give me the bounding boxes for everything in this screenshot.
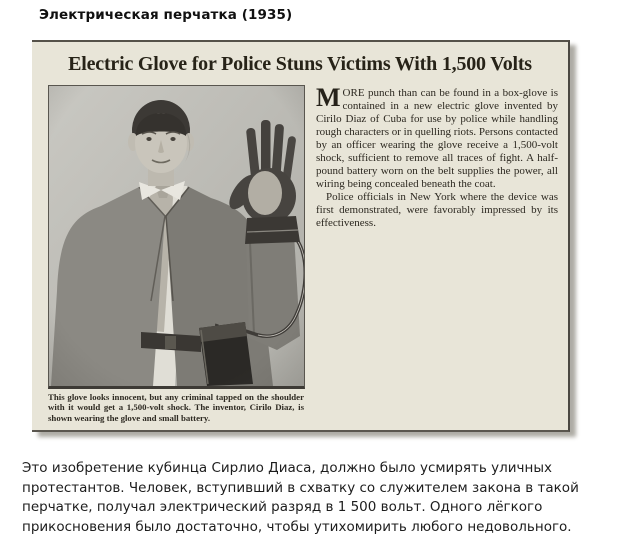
magazine-clipping — [32, 40, 570, 432]
article-dropcap: M — [316, 83, 341, 112]
inventor-photo — [48, 85, 305, 389]
photo-vignette — [49, 86, 304, 386]
photo-column — [48, 85, 307, 423]
page-title: Электрическая перчатка (1935) — [39, 7, 293, 23]
clipping-body — [32, 85, 568, 423]
clipping-headline: Electric Glove for Police Stuns Victims With 1,500 Volts — [68, 53, 532, 75]
description-text: Это изобретение кубинца Сирлио Диаса, должно было усмирять уличных протестантов. Человек, вступивший в схватку со служителем закона в такой перчатке, получал электрический разряд в 1 500 вольт. Одного лёгкого прикосновения было достаточно, чтобы утихомирить любого недовольного. — [22, 460, 579, 535]
article-paragraph-2: Police officials in New York where the device was first demonstrated, were favorably impressed by its effectiveness. — [316, 191, 558, 229]
article-paragraph-1 — [316, 83, 558, 191]
article-column — [316, 85, 558, 423]
article-paragraph-1-text: ORE punch than can be found in a box-glove is contained in a new electric glove invented by Cirilo Diaz of Cuba for use by police while handling rough characters or in quelling riots. Persons contacted by an officer wearing the glove receive a 1,500-volt shock, sufficient to remove all traces of fight. A half-pound battery worn on the belt supplies the power, all wiring being concealed beneath the coat. — [316, 87, 558, 190]
photo-caption: This glove looks innocent, but any criminal tapped on the shoulder with it would get a 1,500-volt shock. The inventor, Cirilo Diaz, is shown wearing the glove and small battery. — [48, 392, 304, 423]
inventor-photo-illustration — [49, 86, 304, 386]
